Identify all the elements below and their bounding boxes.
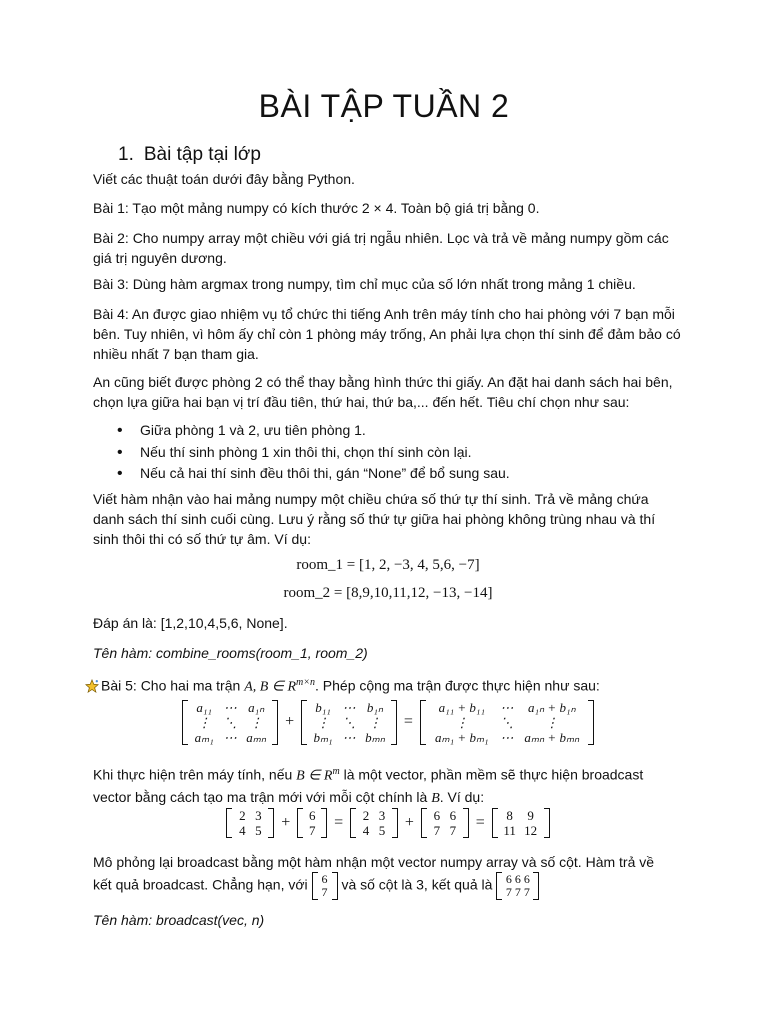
section-heading: [118, 144, 261, 166]
list-item: • Nếu cả hai thí sinh đều thôi thi, gán “None” để bổ sung sau.: [93, 463, 683, 485]
equation-room1: room_1 = [1, 2, −3, 4, 5,6, −7]: [296, 557, 480, 573]
exercise-4: Bài 4: An được giao nhiệm vụ tổ chức thi tiếng Anh trên máy tính cho hai phòng với 7 bạn mỗi bên. Tuy nhiên, vì hôm ấy chỉ còn 1 phòng máy trống, An phải lựa chọn thí sinh để đảm bảo có nhiều nhất 7 bạn tham gia.: [93, 306, 681, 362]
broadcast-explanation: Khi thực hiện trên máy tính, nếu B ∈ $R^m$ là một vector, phần mềm sẽ thực hiện broadcast vector bằng cách tạo ma trận mới với mỗi cột chính là B. Ví dụ:: [93, 766, 644, 806]
matrix-addition-equation: a₁₁ ⋯ a₁ₙ ⋮ ⋱ ⋮ aₘ₁ ⋯ aₘₙ + b₁₁ ⋯ b₁ₙ ⋮ ⋱ ⋮ bₘ₁ ⋯ bₘₙ = a₁₁ + b₁₁ ⋯ a₁ₙ + b₁ₙ ⋮ ⋱ ⋮ aₘ₁ + bₘ₁ ⋯ aₘₙ + bₘₙ: [93, 700, 683, 745]
exercise-4-criteria-intro: An cũng biết được phòng 2 có thể thay bằng hình thức thi giấy. An đặt hai danh sách hai bên, chọn lựa giữa hai bạn vị trí đầu tiên, thứ hai, thứ ba,... đến hết. Tiêu chí chọn như sau:: [93, 374, 673, 410]
equation-room2: room_2 = [8,9,10,11,12, −13, −14]: [283, 585, 493, 601]
broadcast-example-equation: 2 3 4 5 + 6 7 = 2 3 4 5 + 6 6 7 7 = 8 9 11 12: [93, 808, 683, 838]
section-number: 1.: [118, 144, 134, 165]
exercise-4-task: Viết hàm nhận vào hai mảng numpy một chiều chứa số thứ tự thí sinh. Trả về mảng chứa danh sách thí sinh cuối cùng. Lưu ý rằng số thứ tự giữa hai phòng không trùng nhau và thí sinh thôi thi có số thứ tự âm. Ví dụ:: [93, 491, 656, 547]
exercise-1: Bài 1: Tạo một mảng numpy có kích thước 2 × 4. Toàn bộ giá trị bằng 0.: [93, 200, 540, 216]
matrix-b: b₁₁ ⋯ b₁ₙ ⋮ ⋱ ⋮ bₘ₁ ⋯ bₘₙ: [301, 700, 397, 745]
answer-text: Đáp án là: [1,2,10,4,5,6, None].: [93, 615, 288, 631]
intro-text: Viết các thuật toán dưới đây bằng Python.: [93, 171, 355, 187]
list-item: • Nếu thí sinh phòng 1 xin thôi thi, chọn thí sinh còn lại.: [93, 442, 683, 464]
sparkle-star-icon: [85, 679, 99, 693]
function-name-1: Tên hàm: combine_rooms(room_1, room_2): [93, 645, 368, 661]
list-item: • Giữa phòng 1 và 2, ưu tiên phòng 1.: [93, 420, 683, 442]
section-title: Bài tập tại lớp: [143, 144, 261, 165]
function-name-2: Tên hàm: broadcast(vec, n): [93, 912, 265, 928]
page-title: BÀI TẬP TUẦN 2: [258, 88, 510, 124]
criteria-list: [93, 420, 683, 485]
matrix-sum: a₁₁ + b₁₁ ⋯ a₁ₙ + b₁ₙ ⋮ ⋱ ⋮ aₘ₁ + bₘ₁ ⋯ aₘₙ + bₘₙ: [420, 700, 594, 745]
matrix-a: a₁₁ ⋯ a₁ₙ ⋮ ⋱ ⋮ aₘ₁ ⋯ aₘₙ: [182, 700, 278, 745]
exercise-3: Bài 3: Dùng hàm argmax trong numpy, tìm chỉ mục của số lớn nhất trong mảng 1 chiều.: [93, 276, 636, 292]
simulation-task: Mô phỏng lại broadcast bằng một hàm nhận một vector numpy array và số cột. Hàm trả về kết quả broadcast. Chẳng hạn, với 6 7 và số cột là 3, kết quả là 6 6 6 7 7 7: [93, 854, 655, 899]
exercise-5: Bài 5: Cho hai ma trận A, B ∈ $R^{m\times n}$. Phép cộng ma trận được thực hiện như sau:: [85, 673, 675, 698]
exercise-2: Bài 2: Cho numpy array một chiều với giá trị ngẫu nhiên. Lọc và trả về mảng numpy gồm các giá trị nguyên dương.: [93, 230, 669, 266]
